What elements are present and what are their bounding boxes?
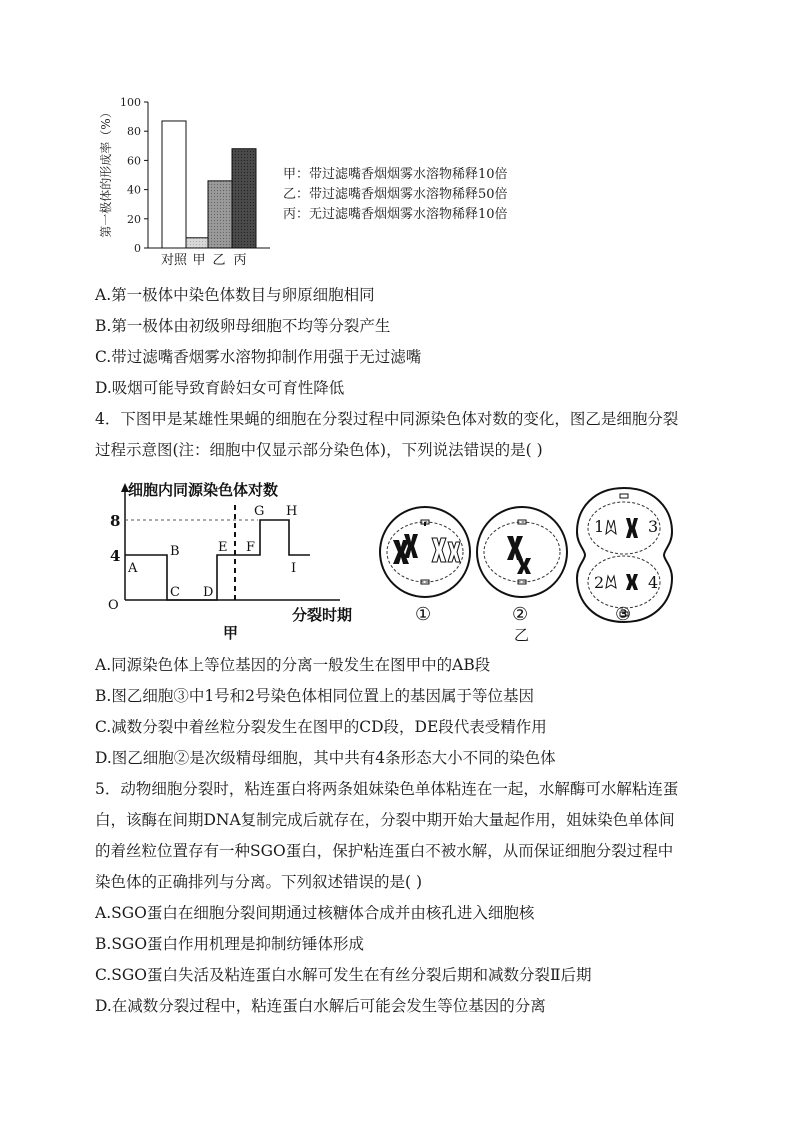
bar-3 [208,181,232,248]
cell-3-num-1: 1 [594,517,605,536]
cell-1-label: ① [415,604,432,625]
bar-y-tick-label: 40 [127,183,141,197]
bar-y-tick-label: 0 [134,242,141,255]
bar-category-label: 对照 [160,253,188,268]
cells-caption: 乙 [514,626,530,644]
cell-1 [380,507,470,597]
cell-3-num-2: 2 [594,573,605,592]
graph-y-tick-8: 8 [110,512,121,530]
q3-option-b: B.第一极体由初级卵母细胞不均等分裂产生 [95,317,391,335]
graph-label-f: F [246,540,256,555]
q5-stem-line-3: 的着丝粒位置存有一种SGO蛋白，保护粘连蛋白不被水解，从而保证细胞分裂过程中 [95,842,674,860]
q3-option-a: A.第一极体中染色体数目与卵原细胞相同 [95,286,375,304]
q4-option-a: A.同源染色体上等位基因的分离一般发生在图甲中的AB段 [95,656,491,674]
q4-stem-line-2: 过程示意图(注：细胞中仅显示部分染色体)，下列说法错误的是( ) [95,441,543,459]
cell-3-label: ③ [615,604,632,625]
bar-y-tick-label: 100 [120,96,141,109]
graph-origin: O [108,598,119,613]
bar-category-label: 丙 [233,253,247,268]
graph-ylabel: 细胞内同源染色体对数 [128,481,279,499]
cell-3 [577,488,672,622]
q4-cells-yi [372,480,677,645]
q4-graph-jia [100,475,370,645]
cell-2 [477,507,567,597]
q4-option-d: D.图乙细胞②是次级精母细胞，其中共有4条形态大小不同的染色体 [95,749,556,767]
graph-step-line [125,520,310,600]
q5-option-d: D.在减数分裂过程中，粘连蛋白水解后可能会发生等位基因的分离 [95,997,546,1015]
bar-y-tick-label: 60 [127,154,141,168]
graph-caption: 甲 [223,624,239,642]
graph-label-h: H [286,504,298,519]
cell-3-num-3: 3 [648,517,659,536]
q5-option-a: A.SGO蛋白在细胞分裂间期通过核糖体合成并由核孔进入细胞核 [95,904,535,922]
graph-label-a: A [128,561,138,576]
q3-option-c: C.带过滤嘴香烟雾水溶物抑制作用强于无过滤嘴 [95,348,422,366]
q5-stem-line-2: 白，该酶在间期DNA复制完成后就存在，分裂中期开始大量起作用，姐妹染色单体间 [95,811,675,829]
legend-item-bing: 丙：无过滤嘴香烟烟雾水溶物稀释10倍 [283,207,508,222]
bar-2 [186,238,210,248]
q5-stem-line-1: 5．动物细胞分裂时，粘连蛋白将两条姐妹染色单体粘连在一起，水解酶可水解粘连蛋 [95,780,679,798]
graph-label-d: D [203,585,214,600]
q4-stem-line-1: 4．下图甲是某雄性果蝇的细胞在分裂过程中同源染色体对数的变化，图乙是细胞分裂 [95,410,679,428]
bar-chart [90,90,290,270]
q5-stem-line-4: 染色体的正确排列与分离。下列叙述错误的是( ) [95,873,423,891]
q5-option-b: B.SGO蛋白作用机理是抑制纺锤体形成 [95,935,365,953]
bar-y-tick-label: 20 [127,212,141,226]
legend-item-yi: 乙：带过滤嘴香烟烟雾水溶物稀释50倍 [283,187,508,202]
graph-label-i: I [291,561,297,576]
bar-category-label: 乙 [212,253,226,268]
cell-2-label: ② [512,604,529,625]
graph-label-c: C [170,585,180,600]
graph-label-g: G [254,504,265,519]
graph-label-e: E [218,540,228,555]
graph-xlabel: 分裂时期 [292,606,353,624]
q3-option-d: D.吸烟可能导致育龄妇女可育性降低 [95,379,345,397]
q4-option-b: B.图乙细胞③中1号和2号染色体相同位置上的基因属于等位基因 [95,687,535,705]
bar-y-tick-label: 80 [127,125,141,139]
q5-option-c: C.SGO蛋白失活及粘连蛋白水解可发生在有丝分裂后期和减数分裂Ⅱ后期 [95,966,592,984]
bar-4 [232,149,256,248]
q4-option-c: C.减数分裂中着丝粒分裂发生在图甲的CD段，DE段代表受精作用 [95,718,547,736]
graph-y-tick-4: 4 [110,547,121,565]
bar-category-label: 甲 [192,253,206,268]
cell-3-num-4: 4 [648,573,659,592]
bar-1 [162,121,186,248]
graph-label-b: B [170,544,180,559]
bar-chart-ylabel: 第一极体的形成率（%） [99,106,113,238]
legend-item-jia: 甲：带过滤嘴香烟烟雾水溶物稀释10倍 [283,167,508,182]
